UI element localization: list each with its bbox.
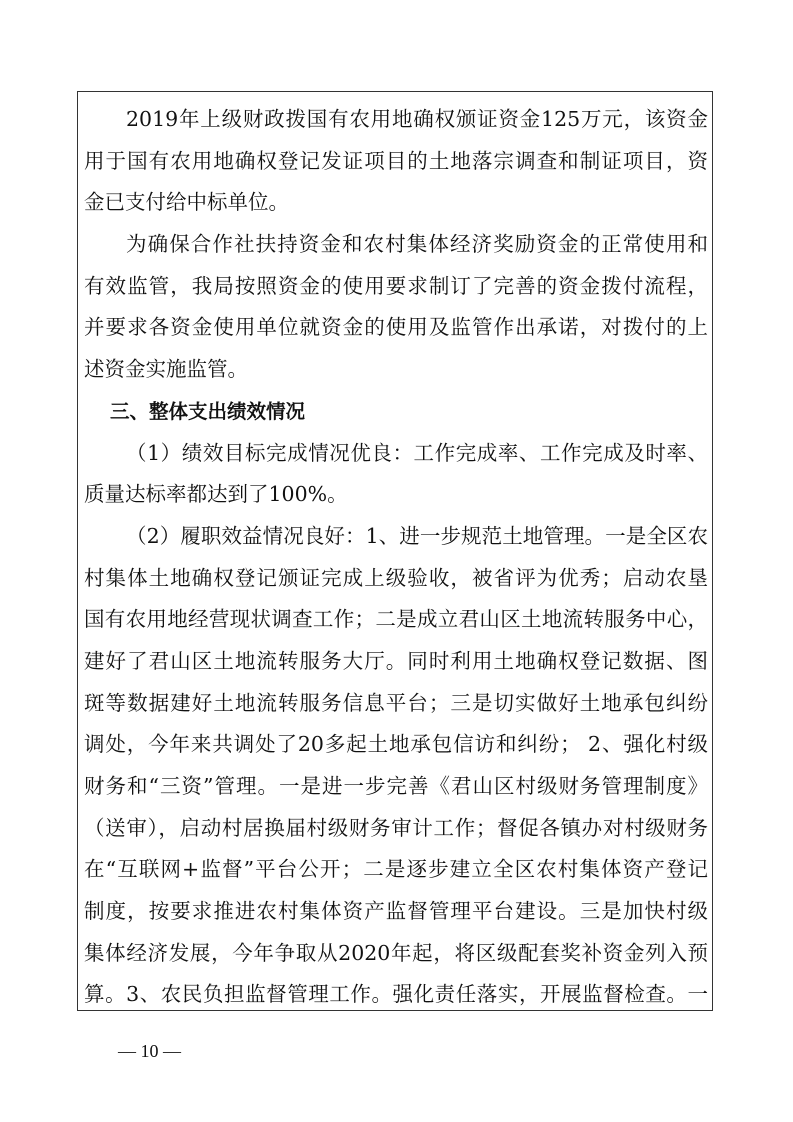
page-number: — 10 — <box>118 1041 181 1061</box>
text-line: 质量达标率都达到了100%。 <box>84 482 348 507</box>
paragraph <box>84 224 708 391</box>
text-line: 2019年上级财政拨国有农用地确权颁证资金125万元，该资金 <box>126 107 708 131</box>
text-line: 在“互联网+监督”平台公开；二是逐步建立全区农村集体资产登记 <box>84 857 708 882</box>
text-line: （1）绩效目标完成情况优良：工作完成率、工作完成及时率、 <box>126 440 708 465</box>
text-line: 算。3、农民负担监督管理工作。强化责任落实，开展监督检查。一 <box>84 982 708 1007</box>
text-line: 村集体土地确权登记颁证完成上级验收，被省评为优秀；启动农垦 <box>84 565 708 590</box>
text-line: 财务和“三资”管理。一是进一步完善《君山区村级财务管理制度》 <box>84 774 708 798</box>
text-line: 有效监管，我局按照资金的使用要求制订了完善的资金拨付流程， <box>84 273 708 298</box>
text-line: 斑等数据建好土地流转服务信息平台；三是切实做好土地承包纠纷 <box>84 690 708 715</box>
text-line: 三、整体支出绩效情况 <box>110 399 306 423</box>
paragraph <box>84 99 708 224</box>
text-line: 建好了君山区土地流转服务大厅。同时利用土地确权登记数据、图 <box>84 648 708 673</box>
text-line: 国有农用地经营现状调查工作；二是成立君山区土地流转服务中心， <box>84 607 708 632</box>
text-line: 调处，今年来共调处了20多起土地承包信访和纠纷； 2、强化村级 <box>84 732 708 757</box>
text-line: 并要求各资金使用单位就资金的使用及监管作出承诺，对拨付的上 <box>84 315 708 340</box>
paragraph <box>84 433 708 516</box>
document-body <box>84 99 708 1016</box>
text-line: 金已支付给中标单位。 <box>84 190 289 215</box>
text-line: （送审），启动村居换届村级财务审计工作；督促各镇办对村级财务 <box>84 815 708 840</box>
text-line: 用于国有农用地确权登记发证项目的土地落宗调查和制证项目，资 <box>84 148 708 173</box>
text-line: 述资金实施监管。 <box>84 357 248 382</box>
section-heading <box>84 391 708 433</box>
text-line: 为确保合作社扶持资金和农村集体经济奖励资金的正常使用和 <box>126 232 708 257</box>
text-line: （2）履职效益情况良好：1、进一步规范土地管理。一是全区农 <box>126 523 708 548</box>
text-line: 集体经济发展，今年争取从2020年起，将区级配套奖补资金列入预 <box>84 940 708 965</box>
text-line: 制度，按要求推进农村集体资产监督管理平台建设。三是加快村级 <box>84 899 708 924</box>
paragraph <box>84 516 708 1016</box>
